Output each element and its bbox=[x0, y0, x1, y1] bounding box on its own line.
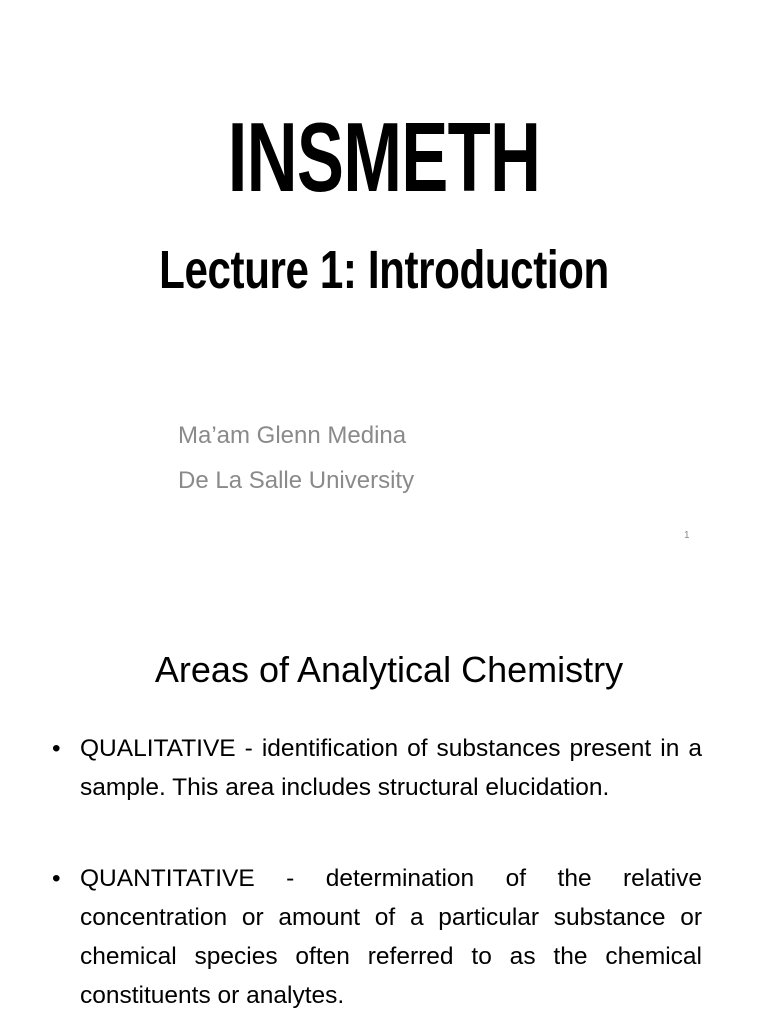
content-slide bbox=[0, 576, 768, 1024]
bullet-text: QUANTITATIVE - determination of the relative concentration or amount of a particular substance or chemical species often referred to as the chemical constituents or analytes. bbox=[80, 865, 702, 1009]
presenter-name: Ma’am Glenn Medina bbox=[178, 422, 407, 449]
course-title: INSMETH bbox=[227, 102, 541, 212]
bullet-list bbox=[52, 729, 702, 1024]
slide-title: Areas of Analytical Chemistry bbox=[154, 649, 624, 690]
bullet-icon: • bbox=[52, 865, 61, 892]
lecture-subtitle: Lecture 1: Introduction bbox=[159, 240, 609, 300]
slide-number: 1 bbox=[684, 530, 690, 541]
bullet-item-qualitative bbox=[52, 729, 702, 807]
bullet-icon: • bbox=[52, 735, 61, 762]
presenter-organization: De La Salle University bbox=[178, 467, 415, 494]
bullet-item-quantitative bbox=[52, 859, 702, 1015]
bullet-text: QUALITATIVE - identification of substances present in a sample. This area includes structural elucidation. bbox=[80, 735, 702, 801]
